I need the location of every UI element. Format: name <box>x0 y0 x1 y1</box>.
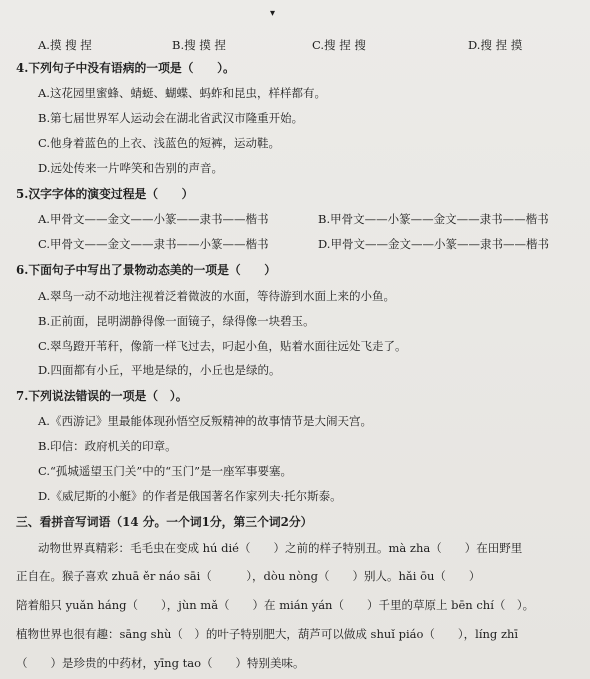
q5-option-a: A.甲骨文——金文——小篆——隶书——楷书 <box>38 212 269 226</box>
q3-option-d: D.搜 捏 摸 <box>468 38 523 52</box>
section3-heading: 三、看拼音写词语（14 分。一个词1分，第三个词2分） <box>16 515 313 529</box>
ink-mark: ▾ <box>270 8 276 19</box>
section3-line-3: 陪着船只 yuǎn háng（ ），jùn mǎ（ ）在 mián yán（ ）千里的草原上 bēn chí（ ）。 <box>16 598 535 612</box>
q4-stem: 4.下列句子中没有语病的一项是（ ）。 <box>16 61 235 75</box>
q3-option-a: A.摸 搜 捏 <box>38 38 92 52</box>
q6-option-d: D.四面都有小丘，平地是绿的，小丘也是绿的。 <box>38 363 281 377</box>
q5-stem: 5.汉字字体的演变过程是（ ） <box>16 187 194 201</box>
q5-option-b: B.甲骨文——小篆——金文——隶书——楷书 <box>318 212 549 226</box>
q7-stem: 7.下列说法错误的一项是（ ）。 <box>16 389 188 403</box>
q7-option-b: B.印信：政府机关的印章。 <box>38 439 177 453</box>
q6-stem: 6.下面句子中写出了景物动态美的一项是（ ） <box>16 263 277 277</box>
q7-option-c: C.“孤城遥望玉门关”中的“玉门”是一座军事要塞。 <box>38 464 293 478</box>
q3-option-b: B.搜 摸 捏 <box>172 38 226 52</box>
q4-option-d: D.远处传来一片哗笑和告别的声音。 <box>38 161 223 175</box>
q7-option-d: D.《威尼斯的小艇》的作者是俄国著名作家列夫·托尔斯泰。 <box>38 489 342 503</box>
q6-option-a: A.翠鸟一动不动地注视着泛着微波的水面，等待游到水面上来的小鱼。 <box>38 289 395 303</box>
q4-option-a: A.这花园里蜜蜂、蜻蜓、蝴蝶、蚂蚱和昆虫，样样都有。 <box>38 86 326 100</box>
section3-line-5: （ ）是珍贵的中药材，yīng tao（ ）特别美味。 <box>16 656 305 670</box>
q6-option-b: B.正前面，昆明湖静得像一面镜子，绿得像一块碧玉。 <box>38 314 315 328</box>
q4-option-c: C.他身着蓝色的上衣、浅蓝色的短裤，运动鞋。 <box>38 136 281 150</box>
q5-option-d: D.甲骨文——金文——小篆——隶书——楷书 <box>318 237 549 251</box>
q4-option-b: B.第七届世界军人运动会在湖北省武汉市隆重开始。 <box>38 111 304 125</box>
section3-line-4: 植物世界也很有趣：sāng shù（ ）的叶子特别肥大，葫芦可以做成 shuǐ piáo（ ），líng zhī <box>16 627 519 641</box>
q7-option-a: A.《西游记》里最能体现孙悟空反叛精神的故事情节是大闹天宫。 <box>38 414 372 428</box>
q3-option-c: C.搜 捏 搜 <box>312 38 366 52</box>
section3-line-2: 正自在。猴子喜欢 zhuā ěr náo sāi（ ），dòu nòng（ ）别人。hǎi ōu（ ） <box>16 569 481 583</box>
q6-option-c: C.翠鸟蹬开苇秆，像箭一样飞过去，叼起小鱼，贴着水面往远处飞走了。 <box>38 339 407 353</box>
section3-line-1: 动物世界真精彩：毛毛虫在变成 hú dié（ ）之前的样子特别丑。mà zha（ ）在田野里 <box>38 541 523 555</box>
q5-option-c: C.甲骨文——金文——隶书——小篆——楷书 <box>38 237 269 251</box>
